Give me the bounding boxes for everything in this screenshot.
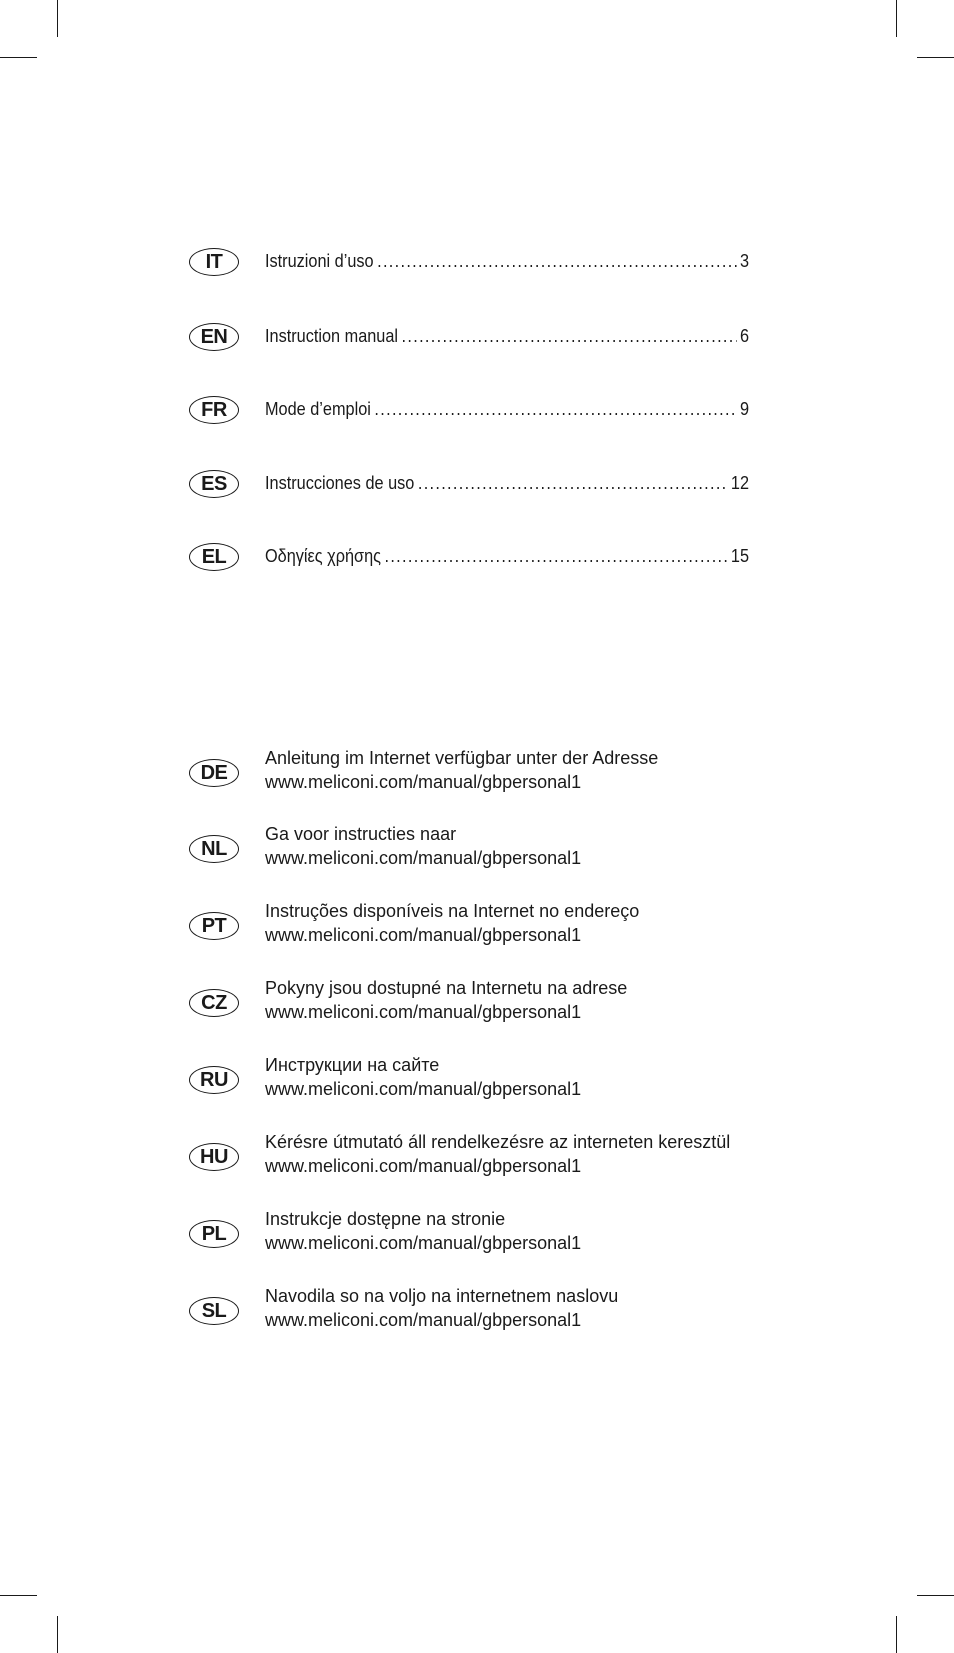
online-manual-url[interactable]: www.meliconi.com/manual/gbpersonal1 <box>265 772 582 792</box>
crop-mark-top-left-horizontal <box>0 57 37 58</box>
language-badge-pl: PL <box>189 1220 239 1248</box>
online-manual-url[interactable]: www.meliconi.com/manual/gbpersonal1 <box>265 1233 582 1253</box>
online-manual-url[interactable]: www.meliconi.com/manual/gbpersonal1 <box>265 925 582 945</box>
toc-entry-page: 3 <box>739 250 749 271</box>
online-manual-entry <box>265 899 639 947</box>
language-badge-el: EL <box>189 543 239 571</box>
toc-entry[interactable] <box>265 398 749 420</box>
toc-entry-title: Οδηγίες χρήσης <box>265 545 381 566</box>
toc-entry-title: Istruzioni d’uso <box>265 250 374 271</box>
language-badge-en: EN <box>189 323 239 351</box>
toc-entry[interactable] <box>265 472 749 494</box>
online-manual-entry <box>265 746 658 794</box>
crop-mark-bottom-left-horizontal <box>0 1595 37 1596</box>
online-manual-entry <box>265 1130 730 1178</box>
toc-entry-title: Instruction manual <box>265 325 399 346</box>
online-manual-text: Ga voor instructies naar <box>265 824 457 844</box>
toc-entry-page: 9 <box>739 398 749 419</box>
online-manual-text: Instruções disponíveis na Internet no endereço <box>265 901 640 921</box>
toc-entry[interactable] <box>265 325 749 347</box>
online-manual-url[interactable]: www.meliconi.com/manual/gbpersonal1 <box>265 1002 582 1022</box>
language-badge-hu: HU <box>189 1143 239 1171</box>
language-badge-fr: FR <box>189 396 239 424</box>
online-manual-entry <box>265 1284 618 1332</box>
toc-entry-title: Mode d’emploi <box>265 398 371 419</box>
online-manual-url[interactable]: www.meliconi.com/manual/gbpersonal1 <box>265 1310 582 1330</box>
online-manual-text: Kérésre útmutató áll rendelkezésre az interneten keresztül <box>265 1132 731 1152</box>
language-badge-it: IT <box>189 248 239 276</box>
toc-leader-dots <box>377 250 736 272</box>
language-badge-pt: PT <box>189 912 239 940</box>
language-badge-es: ES <box>189 470 239 498</box>
language-badge-de: DE <box>189 759 239 787</box>
language-badge-ru: RU <box>189 1066 239 1094</box>
toc-entry[interactable] <box>265 250 749 272</box>
online-manual-text: Navodila so na voljo na internetnem naslovu <box>265 1286 619 1306</box>
crop-mark-top-right-horizontal <box>917 57 954 58</box>
toc-leader-dots <box>385 545 728 567</box>
online-manual-text: Anleitung im Internet verfügbar unter der Adresse <box>265 748 659 768</box>
toc-leader-dots <box>418 472 728 494</box>
toc-leader-dots <box>402 325 737 347</box>
online-manual-entry <box>265 822 581 870</box>
crop-mark-bottom-left-vertical <box>57 1616 58 1653</box>
toc-entry-page: 15 <box>730 545 749 566</box>
toc-entry[interactable] <box>265 545 749 567</box>
crop-mark-top-right-vertical <box>896 0 897 37</box>
online-manual-url[interactable]: www.meliconi.com/manual/gbpersonal1 <box>265 1156 582 1176</box>
online-manual-entry <box>265 1053 581 1101</box>
crop-mark-top-left-vertical <box>57 0 58 37</box>
toc-leader-dots <box>374 398 736 420</box>
online-manual-entry <box>265 976 627 1024</box>
online-manual-text: Инструкции на сайте <box>265 1055 440 1075</box>
online-manual-url[interactable]: www.meliconi.com/manual/gbpersonal1 <box>265 848 582 868</box>
online-manual-text: Instrukcje dostępne na stronie <box>265 1209 506 1229</box>
toc-entry-page: 12 <box>730 472 749 493</box>
toc-entry-title: Instrucciones de uso <box>265 472 415 493</box>
language-badge-nl: NL <box>189 835 239 863</box>
online-manual-entry <box>265 1207 581 1255</box>
language-badge-sl: SL <box>189 1297 239 1325</box>
crop-mark-bottom-right-vertical <box>896 1616 897 1653</box>
crop-mark-bottom-right-horizontal <box>917 1595 954 1596</box>
toc-entry-page: 6 <box>739 325 749 346</box>
online-manual-text: Pokyny jsou dostupné na Internetu na adrese <box>265 978 628 998</box>
online-manual-url[interactable]: www.meliconi.com/manual/gbpersonal1 <box>265 1079 582 1099</box>
language-badge-cz: CZ <box>189 989 239 1017</box>
